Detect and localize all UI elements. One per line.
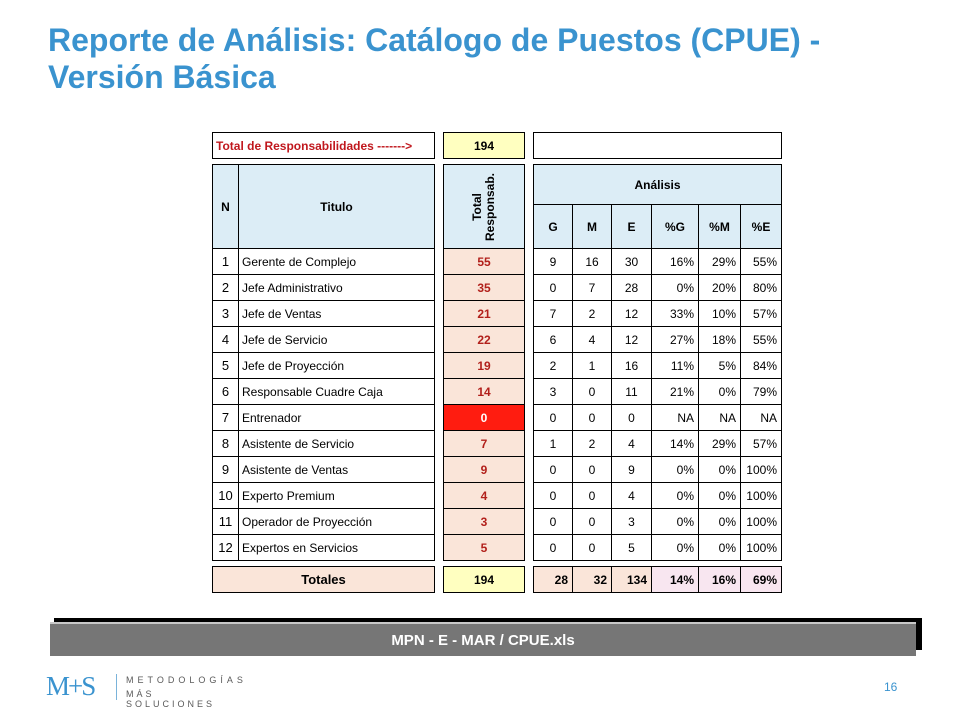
slide-title: Reporte de Análisis: Catálogo de Puestos (CPUE) - Versión Básica [48, 22, 821, 95]
row-title: Asistente de Servicio [239, 431, 435, 457]
blank-analysis-cell [534, 133, 782, 159]
row-pct-m: 0% [699, 509, 741, 535]
row-pct-e: 55% [741, 249, 782, 275]
header-g: G [534, 205, 573, 249]
totals-total: 194 [444, 567, 525, 593]
row-total: 7 [444, 431, 525, 457]
row-title: Gerente de Complejo [239, 249, 435, 275]
logo-text-line1: METODOLOGÍAS [126, 675, 247, 685]
row-pct-m: 10% [699, 301, 741, 327]
row-pct-e: 57% [741, 431, 782, 457]
row-pct-m: 0% [699, 457, 741, 483]
row-e: 12 [612, 327, 652, 353]
row-m: 0 [573, 405, 612, 431]
row-number: 2 [213, 275, 239, 301]
table-row [213, 509, 782, 535]
total-responsibilities-row [213, 133, 782, 159]
totals-pct-g: 14% [652, 567, 699, 593]
row-pct-g: 0% [652, 457, 699, 483]
row-pct-m: NA [699, 405, 741, 431]
row-pct-g: 0% [652, 535, 699, 561]
row-pct-e: 100% [741, 509, 782, 535]
row-pct-g: 16% [652, 249, 699, 275]
row-e: 28 [612, 275, 652, 301]
table-row [213, 431, 782, 457]
row-pct-g: 21% [652, 379, 699, 405]
header-titulo: Titulo [239, 165, 435, 249]
total-responsibilities-label: Total de Responsabilidades -------> [213, 133, 435, 159]
row-total: 22 [444, 327, 525, 353]
row-pct-e: NA [741, 405, 782, 431]
row-pct-e: 100% [741, 535, 782, 561]
row-m: 7 [573, 275, 612, 301]
row-pct-m: 5% [699, 353, 741, 379]
row-pct-g: 11% [652, 353, 699, 379]
row-m: 4 [573, 327, 612, 353]
row-pct-g: NA [652, 405, 699, 431]
totals-pct-e: 69% [741, 567, 782, 593]
row-pct-m: 29% [699, 431, 741, 457]
analysis-table [212, 132, 782, 593]
row-pct-m: 18% [699, 327, 741, 353]
row-number: 8 [213, 431, 239, 457]
row-g: 0 [534, 509, 573, 535]
row-pct-e: 55% [741, 327, 782, 353]
row-number: 9 [213, 457, 239, 483]
totals-m: 32 [573, 567, 612, 593]
row-e: 9 [612, 457, 652, 483]
header-pe: %E [741, 205, 782, 249]
row-g: 0 [534, 483, 573, 509]
row-title: Jefe de Ventas [239, 301, 435, 327]
file-banner: MPN - E - MAR / CPUE.xls [50, 622, 916, 656]
row-total: 3 [444, 509, 525, 535]
table-row [213, 405, 782, 431]
table-row [213, 483, 782, 509]
row-m: 0 [573, 483, 612, 509]
row-m: 0 [573, 509, 612, 535]
row-m: 0 [573, 457, 612, 483]
row-pct-g: 14% [652, 431, 699, 457]
row-m: 2 [573, 301, 612, 327]
row-number: 6 [213, 379, 239, 405]
table-row [213, 301, 782, 327]
row-total: 5 [444, 535, 525, 561]
row-pct-m: 20% [699, 275, 741, 301]
row-m: 0 [573, 535, 612, 561]
row-number: 12 [213, 535, 239, 561]
header-total-responsab-text: Total Responsab. [470, 172, 497, 241]
row-pct-e: 57% [741, 301, 782, 327]
row-g: 7 [534, 301, 573, 327]
header-n: N [213, 165, 239, 249]
table-row [213, 249, 782, 275]
row-m: 1 [573, 353, 612, 379]
row-m: 0 [573, 379, 612, 405]
row-total: 21 [444, 301, 525, 327]
row-title: Jefe de Proyección [239, 353, 435, 379]
row-number: 5 [213, 353, 239, 379]
row-g: 9 [534, 249, 573, 275]
row-g: 2 [534, 353, 573, 379]
totals-g: 28 [534, 567, 573, 593]
header-analisis: Análisis [534, 165, 782, 205]
row-pct-g: 27% [652, 327, 699, 353]
row-pct-e: 84% [741, 353, 782, 379]
row-e: 5 [612, 535, 652, 561]
row-title: Operador de Proyección [239, 509, 435, 535]
row-pct-m: 29% [699, 249, 741, 275]
totals-label: Totales [213, 567, 435, 593]
totals-pct-m: 16% [699, 567, 741, 593]
row-total: 55 [444, 249, 525, 275]
row-number: 4 [213, 327, 239, 353]
row-title: Asistente de Ventas [239, 457, 435, 483]
header-row-1 [213, 165, 782, 205]
row-pct-m: 0% [699, 535, 741, 561]
table-row [213, 275, 782, 301]
row-e: 3 [612, 509, 652, 535]
page-number: 16 [884, 680, 898, 694]
table-row [213, 535, 782, 561]
row-pct-g: 0% [652, 483, 699, 509]
row-g: 1 [534, 431, 573, 457]
row-e: 0 [612, 405, 652, 431]
grand-total-value: 194 [444, 133, 525, 159]
row-m: 2 [573, 431, 612, 457]
logo-mark: M+S [46, 671, 95, 701]
company-logo [46, 670, 247, 709]
row-pct-m: 0% [699, 483, 741, 509]
row-pct-e: 100% [741, 483, 782, 509]
row-total: 19 [444, 353, 525, 379]
row-pct-e: 100% [741, 457, 782, 483]
row-pct-g: 0% [652, 509, 699, 535]
row-title: Experto Premium [239, 483, 435, 509]
row-e: 12 [612, 301, 652, 327]
row-e: 11 [612, 379, 652, 405]
row-title: Expertos en Servicios [239, 535, 435, 561]
row-total: 14 [444, 379, 525, 405]
row-number: 10 [213, 483, 239, 509]
row-total: 0 [444, 405, 525, 431]
table-row [213, 327, 782, 353]
header-e: E [612, 205, 652, 249]
row-e: 4 [612, 483, 652, 509]
row-total: 4 [444, 483, 525, 509]
table-row [213, 379, 782, 405]
row-g: 3 [534, 379, 573, 405]
row-title: Jefe de Servicio [239, 327, 435, 353]
row-pct-e: 79% [741, 379, 782, 405]
row-g: 0 [534, 457, 573, 483]
row-number: 7 [213, 405, 239, 431]
table-row [213, 457, 782, 483]
row-g: 6 [534, 327, 573, 353]
row-m: 16 [573, 249, 612, 275]
header-pm: %M [699, 205, 741, 249]
row-g: 0 [534, 275, 573, 301]
totals-e: 134 [612, 567, 652, 593]
table-row [213, 353, 782, 379]
row-number: 11 [213, 509, 239, 535]
row-g: 0 [534, 405, 573, 431]
header-total-responsab [444, 165, 525, 249]
totals-row [213, 567, 782, 593]
logo-divider [116, 674, 117, 700]
row-e: 30 [612, 249, 652, 275]
row-g: 0 [534, 535, 573, 561]
row-pct-e: 80% [741, 275, 782, 301]
row-total: 35 [444, 275, 525, 301]
header-m: M [573, 205, 612, 249]
row-pct-g: 0% [652, 275, 699, 301]
row-pct-m: 0% [699, 379, 741, 405]
logo-text-line2: MÁS SOLUCIONES [126, 689, 216, 709]
row-e: 16 [612, 353, 652, 379]
row-title: Jefe Administrativo [239, 275, 435, 301]
row-title: Entrenador [239, 405, 435, 431]
header-pg: %G [652, 205, 699, 249]
row-e: 4 [612, 431, 652, 457]
row-title: Responsable Cuadre Caja [239, 379, 435, 405]
row-total: 9 [444, 457, 525, 483]
row-number: 1 [213, 249, 239, 275]
row-pct-g: 33% [652, 301, 699, 327]
row-number: 3 [213, 301, 239, 327]
